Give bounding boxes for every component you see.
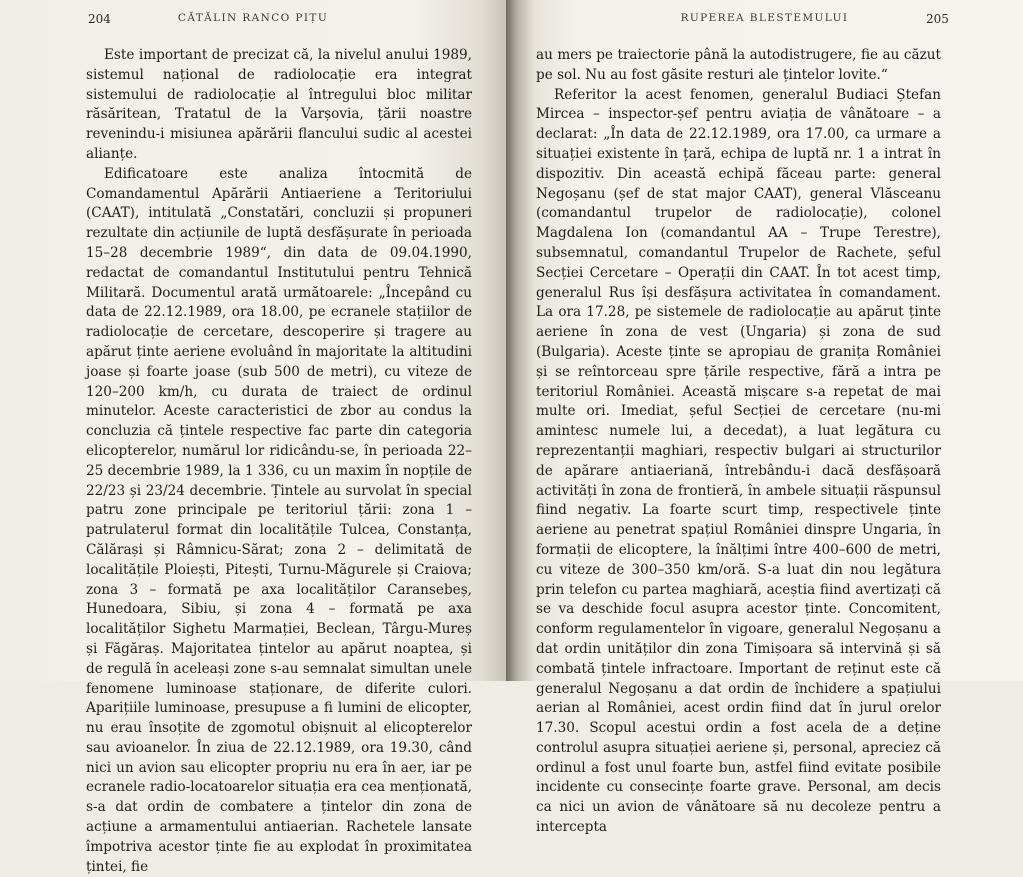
paragraph: Referitor la acest fenomen, generalul Budiaci Ștefan Mircea – inspector-șef pentru aviația de vânătoare – a declarat: „În data de 22.12.1989, ora 17.00, ca urmare a situației existente în țară, echipa de luptă nr. 1 a intrat în dispozitiv. Din această echipă făceau parte: general Negoșanu (șef de stat major CAAT), general Vlăsceanu (comandantul trupelor de radiolocație), colonel Magdalena Ion (comandantul AA – Trupe Terestre), subsemnatul, comandantul Trupelor de Rachete, șeful Secției Cercetare – Operații din CAAT. În tot acest timp, generalul Rus își desfășura activitatea în comandament. La ora 17.28, pe sistemele de radiolocație au apărut ținte aeriene în zona de vest (Ungaria) și zona de sud (Bulgaria). Aceste ținte se apropiau de granița României și se reîntorceau spre țările respective, fără a intra pe teritoriul României. Această mișcare s-a repetat de mai multe ori. Imediat, șeful Secției de cercetare (nu-mi amintesc numele lui, a decedat), a luat legătura cu reprezentanții maghiari, respectiv bulgari ai structurilor de apărare antiaeriană, întrebându-i dacă desfășoară activități în zona de frontieră, în ambele situații răspunsul fiind negativ. La foarte scurt timp, respectivele ținte aeriene au penetrat spațiul României dinspre Ungaria, în formații de elicoptere, la înălțimi între 400–600 de metri, cu viteze de 300–350 km/oră. S-a luat din nou legătura prin telefon cu partea maghiară, aceștia fiind avertizați că se va deschide focul asupra acestor ținte. Concomitent, conform regulamentelor în vigoare, generalul Negoșanu a dat ordin unităților din zona Timișoara să intervină și să combată țintele infractoare. Important de reținut este că generalul Negoșanu a dat ordin de închidere a spațiului aerian al României, acest ordin fiind dat în jurul orelor 17.30. Scopul acestui ordin a fost acela de a deține controlul asupra situației aeriene și, personal, apreciez că ordinul a fost unul foarte bun, astfel fiind evitate posibile incidente cu consecințe foarte grave. Personal, am decis ca nici un avion de vânătoare să nu decoleze pentru a intercepta (536, 86, 941, 836)
left-page-body (86, 46, 472, 877)
paragraph: Edificatoare este analiza întocmită de Comandamentul Apărării Antiaeriene a Teritoriului (CAAT), intitulată „Constatări, concluzii și propuneri rezultate din acțiunile de luptă desfășurate în perioada 15–28 decembrie 1989“, din data de 09.04.1990, redactat de comandantul Institutului pentru Tehnică Militară. Documentul arată următoarele: „Începând cu data de 22.12.1989, ora 18.00, pe ecranele stațiilor de radiolocație de cercetare, descoperire și tragere au apărut ținte aeriene evoluând în majoritate la altitudini joase și foarte joase (sub 500 de metri), cu viteze de 120–200 km/h, cu durata de traiect de ordinul minutelor. Aceste caracteristici de zbor au condus la concluzia că țintele respective fac parte din categoria elicopterelor, numărul lor ridicându-se, în perioada 22–25 decembrie 1989, la 1 336, cu un maxim în nopțile de 22/23 și 23/24 decembrie. Țintele au survolat în special patru zone principale pe teritoriul țării: zona 1 – patrulaterul format din localitățile Tulcea, Constanța, Călărași și Râmnicu-Sărat; zona 2 – delimitată de localitățile Ploiești, Pitești, Turnu-Măgurele și Craiova; zona 3 – formată pe axa localităților Caransebeș, Hunedoara, Sibiu, și zona 4 – formată pe axa localităților Sighetu Marmației, Beclean, Târgu-Mureș și Făgăraș. Majoritatea țintelor au apărut noaptea, și de regulă în aceleași zone s-au semnalat simultan unele fenomene luminoase staționare, de diferite culori. Aparițiile luminoase, presupuse a fi lumini de elicopter, nu erau însoțite de zgomotul obișnuit al elicopterelor sau avioanelor. În ziua de 22.12.1989, ora 19.30, când nici un avion sau elicopter propriu nu era în aer, iar pe ecranele radio-locatoarelor situația era cea menționată, s-a dat ordin de combatere a țintelor din zona de acțiune a armamentului antiaerian. Rachetele lansate împotriva acestor ținte fie au explodat în proximitatea țintei, fie (86, 165, 472, 875)
paragraph: Este important de precizat că, la nivelul anului 1989, sistemul național de radiolocație era integrat sistemului de radiolocație al întregului bloc militar răsăritean, Tratatul de la Varșovia, țării noastre revenindu-i misiunea apărării flancului sudic al acestei alianțe. (86, 47, 472, 162)
page-number-right: 205 (926, 12, 949, 26)
paragraph: au mers pe traiectorie până la autodistrugere, fie au căzut pe sol. Nu au fost găsite resturi ale țintelor lovite.“ (536, 47, 941, 83)
running-head-right: RUPEREA BLESTEMULUI (680, 12, 849, 24)
left-page (0, 0, 506, 875)
right-page (506, 0, 1023, 836)
right-page-body (536, 46, 941, 838)
running-head-left: CĂTĂLIN RANCO PIȚU (177, 12, 329, 24)
page-number-left: 204 (88, 12, 111, 26)
